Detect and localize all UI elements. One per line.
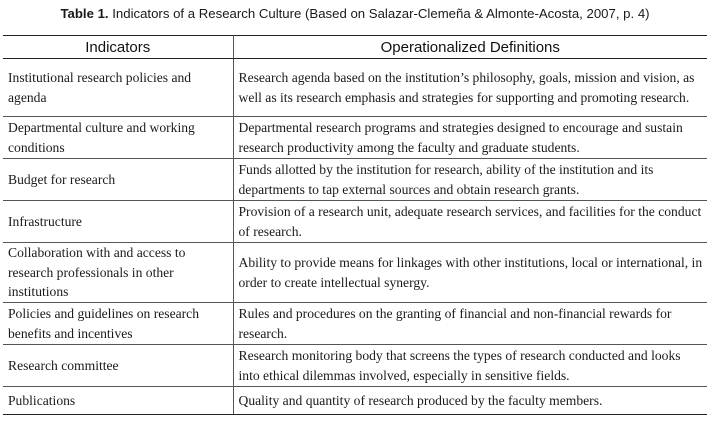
table-row [3, 201, 707, 243]
definition-cell: Rules and procedures on the granting of financial and non-financial rewards for research. [233, 303, 707, 345]
table-row [3, 387, 707, 415]
table-caption [0, 6, 710, 21]
indicator-cell: Collaboration with and access to research professionals in other institutions [3, 243, 233, 303]
definition-cell: Research monitoring body that screens the types of research conducted and looks into ethical dilemmas involved, especially in sensitive fields. [233, 345, 707, 387]
indicator-cell: Institutional research policies and agenda [3, 59, 233, 117]
indicator-cell: Publications [3, 387, 233, 415]
research-culture-table [3, 35, 707, 415]
table-row [3, 345, 707, 387]
indicator-cell: Infrastructure [3, 201, 233, 243]
table-row [3, 117, 707, 159]
indicator-cell: Departmental culture and working conditions [3, 117, 233, 159]
definition-cell: Departmental research programs and strategies designed to encourage and sustain research productivity among the faculty and graduate students. [233, 117, 707, 159]
table-row [3, 303, 707, 345]
table-row [3, 59, 707, 117]
definition-cell: Research agenda based on the institution’s philosophy, goals, mission and vision, as well as its research emphasis and strategies for supporting and promoting research. [233, 59, 707, 117]
indicator-cell: Research committee [3, 345, 233, 387]
header-indicators: Indicators [3, 36, 233, 59]
table-header-row [3, 36, 707, 59]
table-row [3, 243, 707, 303]
indicator-cell: Budget for research [3, 159, 233, 201]
definition-cell: Ability to provide means for linkages with other institutions, local or international, in order to create intellectual synergy. [233, 243, 707, 303]
table-label: Table 1. [60, 6, 109, 21]
indicator-cell: Policies and guidelines on research benefits and incentives [3, 303, 233, 345]
definition-cell: Funds allotted by the institution for research, ability of the institution and its departments to tap external sources and obtain research grants. [233, 159, 707, 201]
definition-cell: Quality and quantity of research produced by the faculty members. [233, 387, 707, 415]
definition-cell: Provision of a research unit, adequate research services, and facilities for the conduct of research. [233, 201, 707, 243]
table-title: Indicators of a Research Culture (Based on Salazar-Clemeña & Almonte-Acosta, 2007, p. 4) [108, 6, 650, 21]
header-definitions: Operationalized Definitions [233, 36, 707, 59]
table-row [3, 159, 707, 201]
